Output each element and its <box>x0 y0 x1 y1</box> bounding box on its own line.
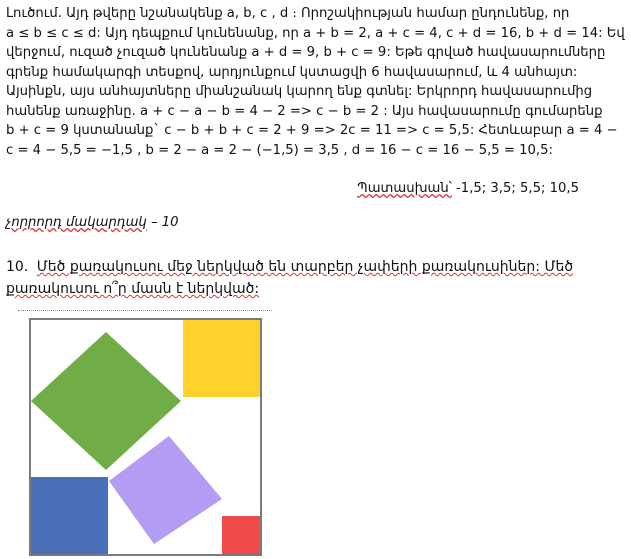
selection-border <box>18 310 272 311</box>
problem-text <box>6 256 626 300</box>
solution-line: հանենք առաջինը. a + c − a − b = 4 − 2 => c − b = 2 : Այս հավասարումը գումարենք <box>6 103 603 119</box>
red-square <box>222 516 261 555</box>
solution-line: Լուծում. Այդ թվերը նշանակենք a, b, c , d ։ Որոշակիության համար ընդունենք, որ <box>6 6 570 21</box>
solution-text <box>6 4 626 160</box>
squares-figure <box>28 316 264 558</box>
solution-line: վերջում, ուզած չուզած կունենանք a + d = 9, b + c = 9: Եթե գրված հավասարումները <box>6 45 606 60</box>
section-points: – 10 <box>146 215 179 230</box>
problem-line <box>6 256 626 278</box>
solution-line: գրենք համակարգի տեսքով, արդյունքում կստացվի 6 հավասարում, և 4 անհայտ: <box>6 64 578 80</box>
problem-line-2: քառակուսու ո՞ր մասն է ներկված: <box>6 281 260 297</box>
answer <box>357 181 579 196</box>
solution-line: b + c = 9 կստանանք` c − b + b + c = 2 + 9 => 2c = 11 => c = 5,5: Հետևաբար a = 4 − <box>6 123 618 138</box>
blue-square <box>30 477 108 555</box>
answer-values: -1,5; 3,5; 5,5; 10,5 <box>451 181 579 196</box>
answer-label: Պատասխան՝ <box>357 181 452 196</box>
solution-line: a ≤ b ≤ c ≤ d: Այդ դեպքում կունենանք, որ a + b = 2, a + c = 4, c + d = 16, b + d = 14: Եվ <box>6 25 625 41</box>
section-level: չորրորդ մակարդակ <box>6 215 147 230</box>
solution-line: c = 4 − 5,5 = −1,5 , b = 2 − a = 2 − (−1,5) = 3,5 , d = 16 − c = 16 − 5,5 = 10,5: <box>6 142 553 158</box>
section-heading <box>6 215 179 230</box>
solution-line: Այսինքն, այս անհայտները միանշանակ կարող ենք գտնել: Երկրորդ հավասարումից <box>6 84 593 99</box>
problem-line-1: Մեծ քառակուսու մեջ ներկված են տարբեր չափերի քառակուսիներ: Մեծ <box>36 259 574 275</box>
problem-number: 10. <box>6 259 29 275</box>
yellow-square <box>183 319 261 397</box>
